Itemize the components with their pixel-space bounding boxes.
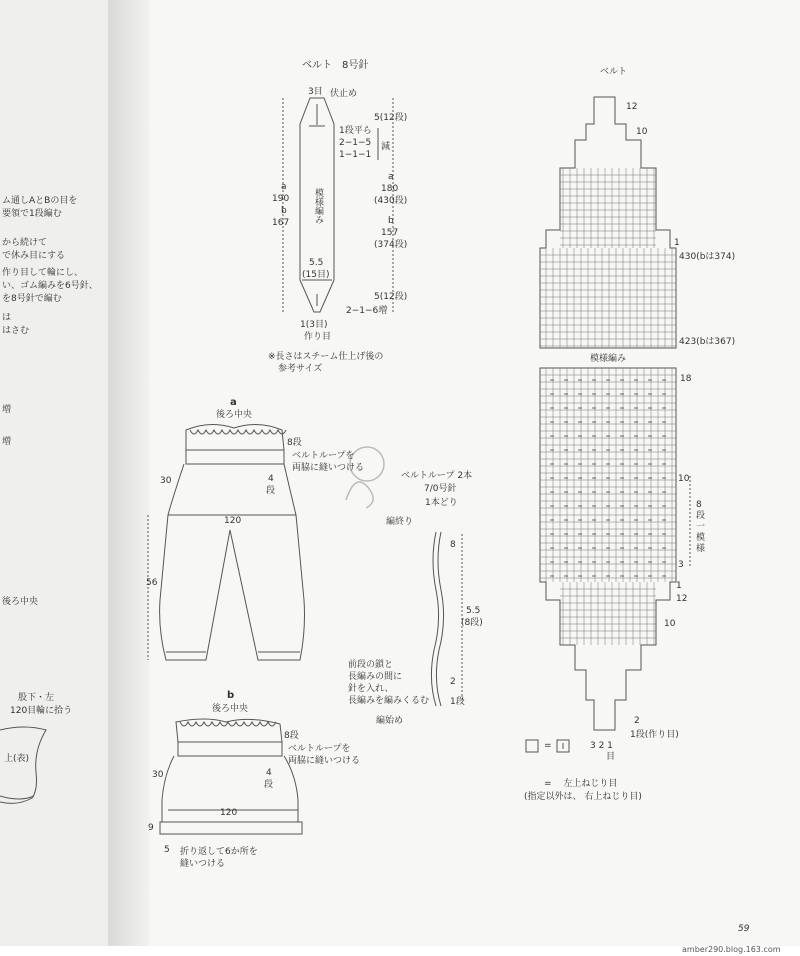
chart-r3: 3 bbox=[678, 560, 684, 570]
loop-r2: 2 bbox=[450, 677, 456, 687]
loop-title: ベルトループ 2本 bbox=[401, 471, 473, 481]
belt-cast-on-sub: 作り目 bbox=[304, 332, 332, 342]
belt-pattern: 模様編み bbox=[313, 188, 323, 224]
pants-b-m30: 30 bbox=[152, 770, 164, 780]
loop-end: 編終り bbox=[386, 517, 414, 527]
chart-r18: 18 bbox=[680, 374, 692, 384]
chart-rep5: 様 bbox=[696, 544, 706, 554]
belt-rows-a-sub: (430段) bbox=[374, 196, 408, 206]
pants-a-m120: 120 bbox=[224, 516, 242, 526]
belt-len-a-label: a bbox=[281, 182, 287, 192]
pants-a-m56: 56 bbox=[146, 578, 158, 588]
left-text-1: ム通しAとBの目を bbox=[2, 196, 78, 206]
loop-strands: 1本どり bbox=[425, 498, 458, 508]
loop-size: 5.5 bbox=[466, 606, 481, 616]
belt-rows-b-sub: (374段) bbox=[374, 240, 408, 250]
belt-dec-rule3: 1−1−1 bbox=[339, 150, 372, 160]
chart-r1-top: 1 bbox=[674, 238, 680, 248]
left-text-10: 増 bbox=[2, 405, 12, 415]
watermark-text: amber290.blog.163.com bbox=[682, 945, 781, 954]
belt-rows-a: 180 bbox=[381, 184, 399, 194]
loop-start: 編始め bbox=[376, 716, 404, 726]
pants-b-loop1: ベルトループを bbox=[288, 744, 351, 754]
pants-b-m5: 5 bbox=[164, 845, 170, 855]
loop-size-sub: (8段) bbox=[461, 618, 483, 628]
belt-rows-a-label: a bbox=[388, 172, 394, 182]
chart-r2: 2 bbox=[634, 716, 640, 726]
pants-b-m9: 9 bbox=[148, 823, 154, 833]
loop-note3: 針を入れ、 bbox=[348, 684, 394, 694]
left-text-15: 上(表) bbox=[4, 754, 30, 764]
pants-b-rows4b: 段 bbox=[264, 780, 274, 790]
pants-a-loop2: 両脇に縫いつける bbox=[292, 463, 365, 473]
chart-row423: 423(bは367) bbox=[679, 337, 736, 347]
pants-b-loop2: 両脇に縫いつける bbox=[288, 756, 361, 766]
pants-b-rows4: 4 bbox=[266, 768, 272, 778]
pants-a-rows8: 8段 bbox=[287, 438, 302, 448]
left-text-7: を8号針で編む bbox=[2, 294, 62, 304]
left-text-2: 要領で1段編む bbox=[2, 209, 62, 219]
chart-r1-bot: 1段(作り目) bbox=[630, 730, 679, 740]
loop-note2: 長編みの間に bbox=[348, 672, 403, 682]
left-text-6: い、ゴム編みを6号針、 bbox=[2, 281, 98, 291]
belt-title: ベルト 8号針 bbox=[302, 60, 369, 71]
pants-a-label: a bbox=[230, 397, 237, 408]
belt-bind-off: 伏止め bbox=[330, 89, 358, 99]
pants-a-m30: 30 bbox=[160, 476, 172, 486]
belt-note1: ※長さはスチーム仕上げ後の bbox=[268, 352, 384, 362]
chart-rep4: 模 bbox=[696, 533, 706, 543]
belt-dec-rule2: 2−1−5 bbox=[339, 138, 372, 148]
belt-len-b-label: b bbox=[281, 206, 287, 216]
chart-sts-sub: 目 bbox=[606, 752, 616, 762]
chart-r10-low: 10 bbox=[664, 619, 676, 629]
chart-rep1: 8 bbox=[696, 500, 702, 510]
chart-title: ベルト bbox=[600, 67, 628, 77]
chart-sts: 3 2 1 bbox=[590, 741, 613, 751]
pants-a-loop1: ベルトループを bbox=[292, 451, 355, 461]
belt-dec-word: 減 bbox=[381, 142, 391, 152]
pants-a-back-center: 後ろ中央 bbox=[216, 410, 253, 420]
left-text-5: 作り目して輪にし、 bbox=[2, 268, 84, 278]
left-text-13: 股下・左 bbox=[18, 693, 55, 703]
belt-len-b: 167 bbox=[272, 218, 290, 228]
chart-rep3: 一 bbox=[696, 522, 706, 532]
belt-len-a: 190 bbox=[272, 194, 290, 204]
belt-note2: 参考サイズ bbox=[278, 364, 323, 374]
loop-r1: 1段 bbox=[450, 697, 465, 707]
pants-b-back-center: 後ろ中央 bbox=[212, 704, 249, 714]
pants-b-label: b bbox=[227, 690, 235, 701]
chart-r12-top: 12 bbox=[626, 102, 638, 112]
pants-a-rows4: 4 bbox=[268, 474, 274, 484]
chart-r12: 12 bbox=[676, 594, 688, 604]
pants-a-rows4b: 段 bbox=[266, 486, 276, 496]
pants-b-fold1: 折り返して6か所を bbox=[180, 847, 258, 857]
belt-cast-on: 1(3目) bbox=[300, 320, 328, 330]
chart-row430: 430(bは374) bbox=[679, 252, 736, 262]
belt-bottom-rows: 5(12段) bbox=[374, 292, 408, 302]
loop-hook: 7/0号針 bbox=[424, 484, 457, 494]
left-text-9: はさむ bbox=[2, 326, 30, 336]
loop-r8: 8 bbox=[450, 540, 456, 550]
pants-b-m120: 120 bbox=[220, 808, 238, 818]
chart-legend2: (指定以外は、 右上ねじり目) bbox=[524, 792, 642, 802]
pants-b-fold2: 縫いつける bbox=[180, 859, 226, 869]
left-text-12: 後ろ中央 bbox=[2, 597, 39, 607]
belt-inc-rule: 2−1−6増 bbox=[346, 306, 388, 316]
belt-width-sub: (15目) bbox=[302, 270, 330, 280]
belt-dec-rule1: 1段平ら bbox=[339, 126, 372, 136]
belt-top-count: 3目 bbox=[308, 87, 323, 97]
belt-width: 5.5 bbox=[309, 258, 324, 268]
chart-r10: 10 bbox=[678, 474, 690, 484]
pants-b-rows8: 8段 bbox=[284, 731, 299, 741]
belt-rows-b: 157 bbox=[381, 228, 399, 238]
footer-strip bbox=[0, 946, 800, 956]
belt-top-rows: 5(12段) bbox=[374, 113, 408, 123]
chart-r1-low: 1 bbox=[676, 581, 682, 591]
loop-note4: 長編みを編みくるむ bbox=[348, 696, 430, 706]
left-text-4: で休み目にする bbox=[2, 251, 66, 261]
loop-note1: 前段の鎖と bbox=[348, 660, 394, 670]
left-text-11: 増 bbox=[2, 437, 12, 447]
belt-rows-b-label: b bbox=[388, 216, 394, 226]
chart-legend-eq: = bbox=[544, 741, 552, 751]
left-text-3: から続けて bbox=[2, 238, 48, 248]
left-text-8: は bbox=[2, 313, 12, 323]
chart-r10-top: 10 bbox=[636, 127, 648, 137]
chart-rep2: 段 bbox=[696, 511, 706, 521]
chart-pattern: 模様編み bbox=[590, 354, 627, 364]
page-number: 59 bbox=[738, 924, 750, 934]
chart-legend1: = 左上ねじり目 bbox=[544, 779, 618, 789]
left-text-14: 120目輪に拾う bbox=[10, 706, 73, 716]
